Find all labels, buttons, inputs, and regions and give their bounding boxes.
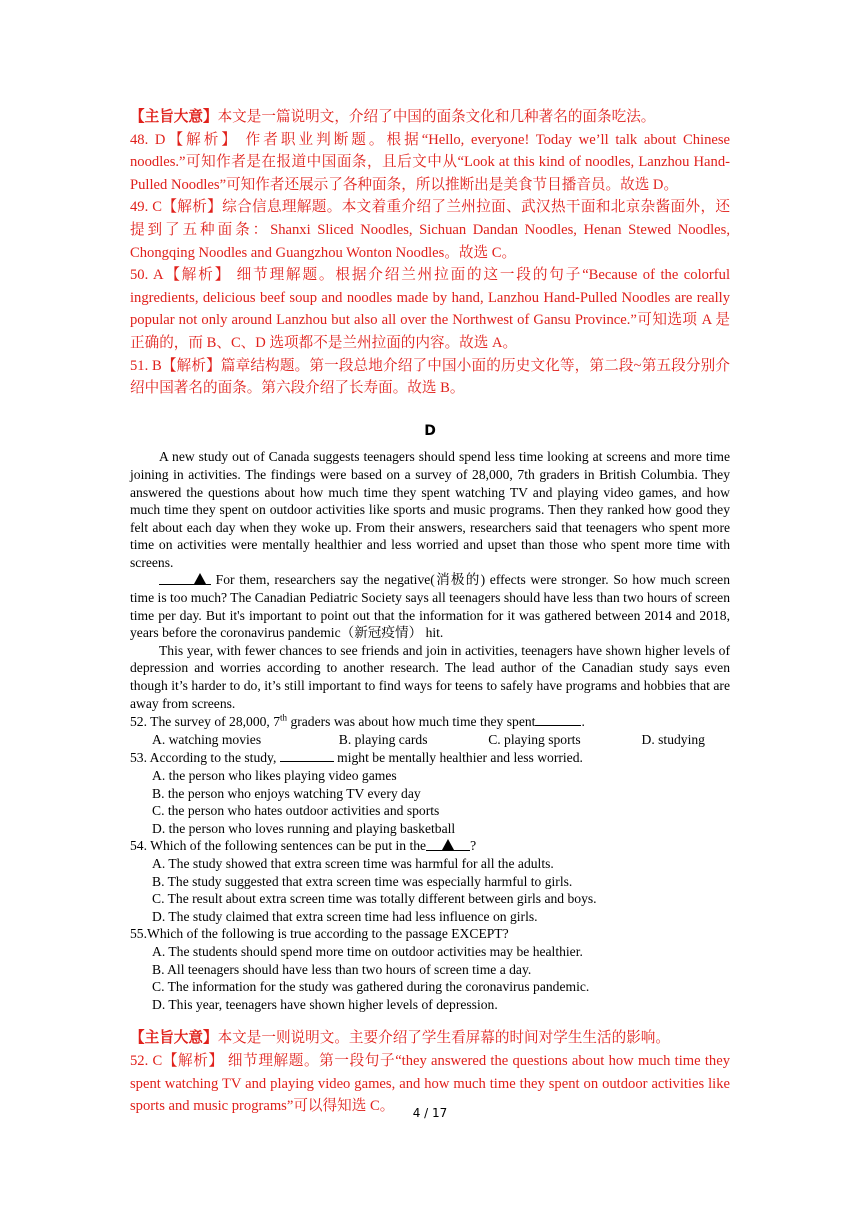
- answer-50: 50. A【解析】 细节理解题。根据介绍兰州拉面的这一段的句子“Because of the colorful ingredients, delicious beef soup and noodles made by hand, Lanzhou Hand-Pulled Noodles are really popular not only around Lanzhou but also all over the Northwest of Gansu Province.”可知选项 A 是正确的，而 B、C、D 选项都不是兰州拉面的内容。故选 A。: [130, 267, 730, 351]
- option-a: A. The students should spend more time on outdoor activities may be healthier.: [152, 943, 583, 959]
- question-52: [130, 712, 730, 731]
- passage-paragraph-2-text: For them, researchers say the negative(消极的) effects were stronger. So how much screen time is too much? The Canadian Pediatric Society says all teenagers should have less than two hours of screen time per day. But it's important to point out that the information for it was gathered between 2014 and 2018, years before the coronavirus pandemic（新冠疫情） hit.: [130, 572, 730, 641]
- answer-blank: [535, 712, 581, 726]
- answer-blank: [280, 748, 334, 762]
- option-b: B. the person who enjoys watching TV every day: [152, 785, 421, 801]
- passage: [130, 448, 730, 1013]
- answer-52: 52. C【解析】 细节理解题。第一段句子“they answered the questions about how much time they spent watching TV and playing video games, and how much time they spent on outdoor activities like sports and music programs”可以得知选 C。: [130, 1052, 730, 1115]
- option-d: D. This year, teenagers have shown higher levels of depression.: [152, 996, 498, 1012]
- passage-paragraph-1: A new study out of Canada suggests teenagers should spend less time looking at screens and more time joining in activities. The findings were based on a survey of 28,000, 7th graders in British Columbia. They answered the questions about how much time they spent watching TV and playing video games, and how much time they spent on outdoor activities like sports and music programs. Then they ranked how good they felt about each day when they woke up. From their answers, researchers said that teenagers who spent more time on activities were mentally healthier and less worried and upset than those who spent more time with screens.: [130, 449, 730, 570]
- summary-text: 本文是一篇说明文，介绍了中国的面条文化和几种著名的面条吃法。: [217, 109, 656, 125]
- option-d: D. the person who loves running and playing basketball: [152, 820, 456, 836]
- option-c: C. the person who hates outdoor activities and sports: [152, 803, 440, 819]
- question-55: 55.Which of the following is true according to the passage EXCEPT?: [130, 926, 509, 942]
- question-54-stem: 54. Which of the following sentences can be put in the: [130, 838, 427, 854]
- question-53-stem: 53. According to the study,: [130, 750, 280, 766]
- option-b: B. playing cards: [338, 731, 428, 747]
- answer-48: 48. D【解析】 作者职业判断题。根据“Hello, everyone! Today we’ll talk about Chinese noodles.”可知作者是在报道中国面条，且后文中从“Look at this kind of noodles, Lanzhou Hand-Pulled Noodles”可知作者还展示了各种面条，所以推断出是美食节目播音员。故选 D。: [130, 131, 730, 193]
- option-c: C. The result about extra screen time was totally different between girls and boys.: [152, 891, 597, 907]
- option-d: D. The study claimed that extra screen time had less influence on girls.: [152, 908, 538, 924]
- section-title: D: [424, 422, 436, 439]
- summary-top: [130, 106, 730, 129]
- question-52-stem: 52. The survey of 28,000, 7: [130, 714, 281, 730]
- question-53: [130, 748, 730, 767]
- question-53-stem-b: might be mentally healthier and less worried.: [333, 750, 583, 766]
- option-a: A. The study showed that extra screen time was harmful for all the adults.: [152, 855, 554, 871]
- summary-text: 本文是一则说明文。主要介绍了学生看屏幕的时间对学生生活的影响。: [217, 1030, 670, 1047]
- option-d: D. studying: [641, 731, 705, 747]
- option-c: C. playing sports: [488, 731, 581, 747]
- blank-with-triangle: [426, 837, 470, 851]
- summary-bottom: [130, 1027, 730, 1050]
- option-a: A. the person who likes playing video games: [152, 768, 397, 783]
- triangle-icon: [442, 839, 454, 850]
- option-a: A. watching movies: [152, 731, 262, 747]
- page-content: [130, 106, 730, 1118]
- question-54-end: ?: [470, 838, 477, 854]
- summary-label: 【主旨大意】: [130, 108, 218, 125]
- option-c: C. The information for the study was gathered during the coronavirus pandemic.: [152, 979, 590, 995]
- answer-49: 49. C【解析】综合信息理解题。本文着重介绍了兰州拉面、武汉热干面和北京杂酱面外，还提到了五种面条：Shanxi Sliced Noodles, Sichuan Dandan Noodles, Henan Stewed Noodles, Chongqing Noodles and Guangzhou Wonton Noodles。故选 C。: [130, 199, 730, 261]
- question-52-options: [130, 731, 730, 749]
- summary-label: 【主旨大意】: [130, 1029, 218, 1047]
- blank-with-triangle: [159, 571, 211, 585]
- passage-paragraph-3: This year, with fewer chances to see friends and join in activities, teenagers have shown higher levels of depression and worries according to another research. The lead author of the Canadian study says even though it’s harder to do, it’s still important to find ways for teens to safely have programs and hobbies that are away from screens.: [130, 642, 730, 711]
- option-b: B. The study suggested that extra screen time was especially harmful to girls.: [152, 873, 573, 889]
- option-b: B. All teenagers should have less than two hours of screen time a day.: [152, 961, 532, 977]
- question-52-sup: th: [280, 712, 288, 723]
- question-54: [130, 837, 730, 855]
- triangle-icon: [194, 573, 206, 584]
- question-52-end: .: [581, 714, 585, 730]
- question-52-stem-b: graders was about how much time they spent: [287, 714, 536, 730]
- passage-paragraph-2: [130, 571, 730, 641]
- page-number: 4 / 17: [412, 1106, 448, 1120]
- answer-51: 51. B【解析】篇章结构题。第一段总地介绍了中国小面的历史文化等，第二段~第五段分别介绍中国著名的面条。第六段介绍了长寿面。故选 B。: [130, 357, 730, 397]
